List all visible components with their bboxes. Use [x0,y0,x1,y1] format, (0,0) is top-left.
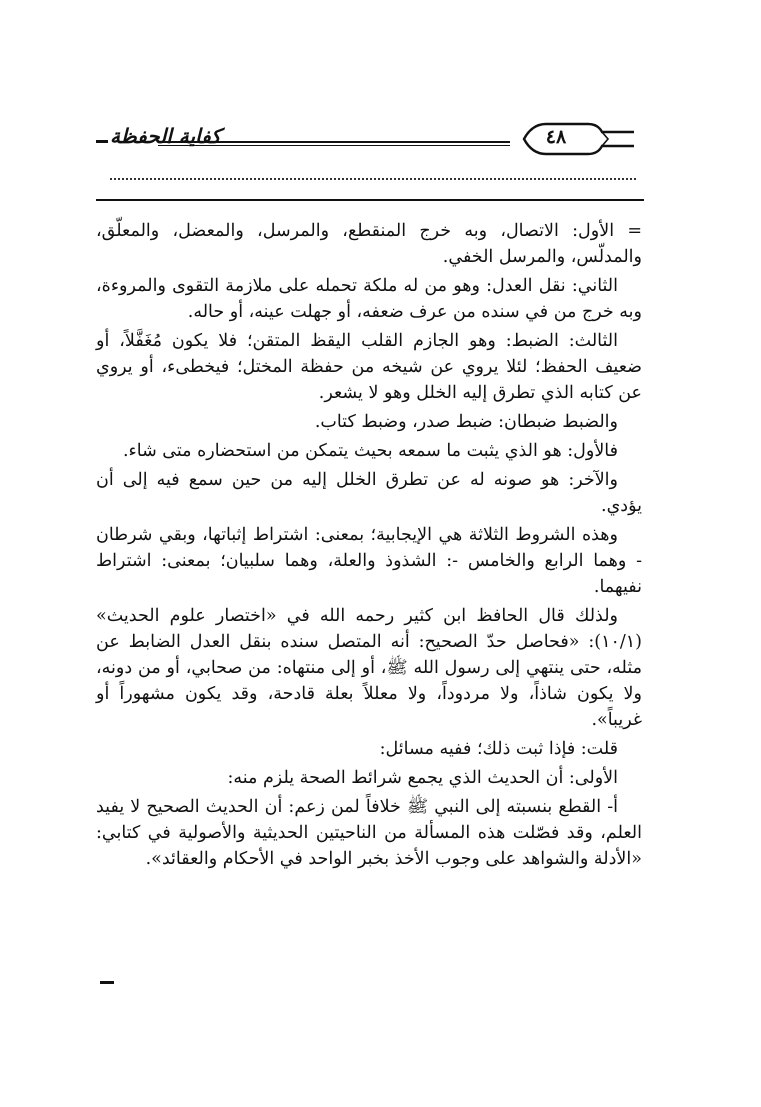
header-rule-thin [158,145,510,146]
paragraph-conditions-first: = الأول: الاتصال، وبه خرج المنقطع، والمرسل، والمعضل، والمعلّق، والمدلّس، والمرسل الخفي. [96,221,642,267]
paragraph-issues-intro: قلت: فإذا ثبت ذلك؛ ففيه مسائل: [379,739,618,759]
footnote-dash [100,981,114,984]
paragraph-positive-conditions: وهذه الشروط الثلاثة هي الإيجابية؛ بمعنى: اشتراط إثباتها، وبقي شرطان - وهما الرابع والخامس -: الشذوذ والعلة، وهما سلبيان؛ بمعنى: اشتراط نفيهما. [96,525,642,597]
running-title: كفاية الحفظة [110,124,221,148]
paragraph-first-issue: الأولى: أن الحديث الذي يجمع شرائط الصحة يلزم منه: [227,768,618,788]
header-dash [96,140,108,143]
body-text [96,218,642,875]
paragraph-two-types: والضبط ضبطان: ضبط صدر، وضبط كتاب. [314,412,618,432]
page-number: ٤٨ [545,126,567,148]
header-rule [158,141,510,143]
paragraph-second-type: والآخر: هو صونه له عن تطرق الخلل إليه من حين سمع فيه إلى أن يؤدي. [96,470,642,516]
paragraph-first-type: فالأول: هو الذي يثبت ما سمعه بحيث يتمكن من استحضاره متى شاء. [122,441,618,461]
dotted-separator [110,178,636,180]
paragraph-third-condition: الثالث: الضبط: وهو الجازم القلب اليقظ المتقن؛ فلا يكون مُغَفَّلاً، أو ضعيف الحفظ؛ لئلا يروي عن شيخه من حفظة المختل؛ فيخطىء، أو يروي عن كتابه الذي تطرق إليه الخلل وهو لا يشعر. [96,331,642,403]
page-header [96,118,640,158]
paragraph-ibn-kathir-quote: ولذلك قال الحافظ ابن كثير رحمه الله في «اختصار علوم الحديث» (١٠/١): «فحاصل حدّ الصحيح: أنه المتصل سنده بنقل العدل الضابط عن مثله، حتى ينتهي إلى رسول الله ﷺ، أو إلى منتهاه: من صحابي، أو من دونه، ولا يكون شاذاً، ولا مردوداً، ولا معللاً بعلة قادحة، وقد يكون مشهوراً أو غريباً». [96,606,642,730]
paragraph-point-a: أ- القطع بنسبته إلى النبي ﷺ خلافاً لمن زعم: أن الحديث الصحيح لا يفيد العلم، وقد فصّلت هذه المسألة من الناحيتين الحديثية والأصولية في كتابي: «الأدلة والشواهد على وجوب الأخذ بخبر الواحد في الأحكام والعقائد». [96,797,642,869]
page-number-badge [516,120,636,158]
body-rule [96,199,644,201]
paragraph-second-condition: الثاني: نقل العدل: وهو من له ملكة تحمله على ملازمة التقوى والمروءة، وبه خرج من في سنده من عرف ضعفه، أو جهلت عينه، أو حاله. [96,276,642,322]
